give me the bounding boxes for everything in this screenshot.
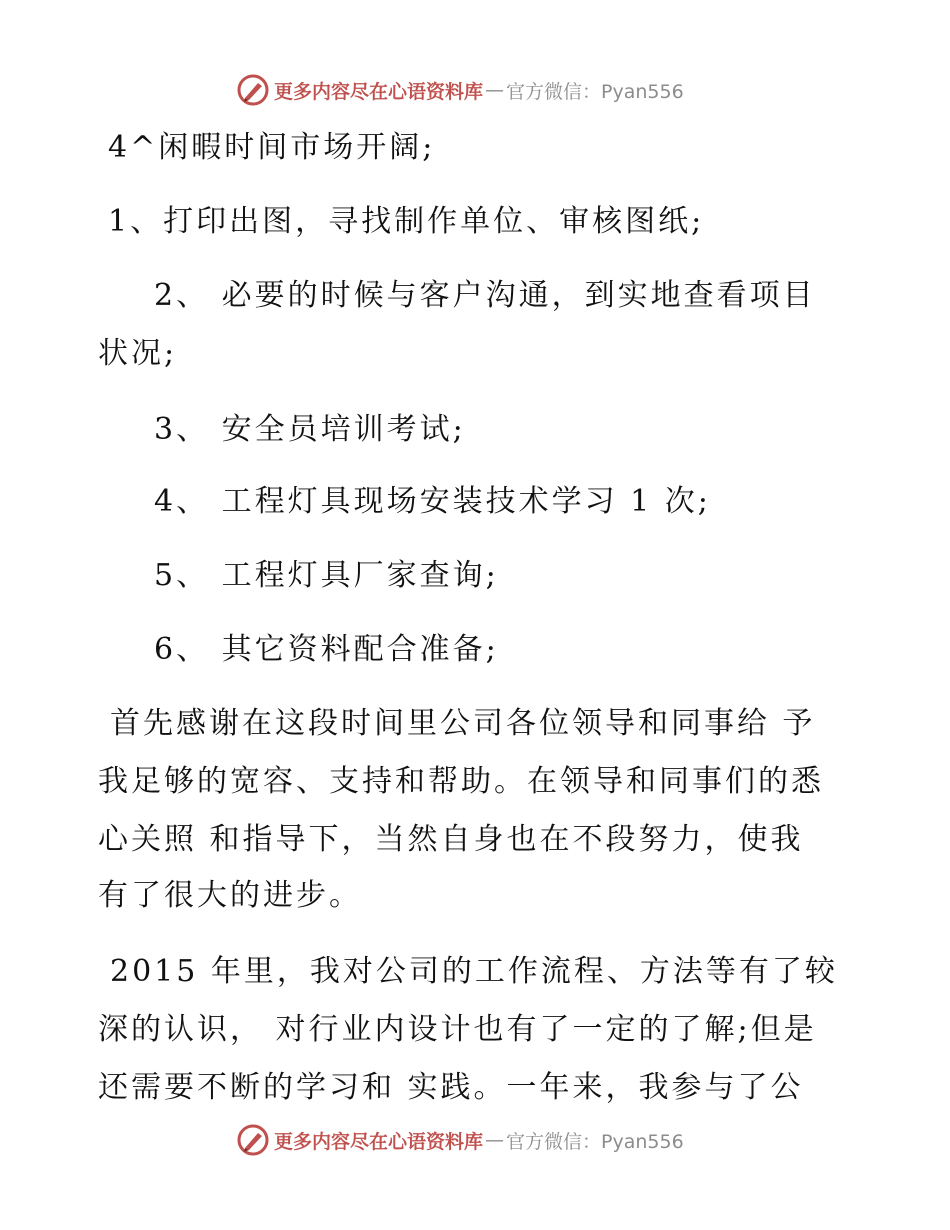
text-line: 我足够的宽容、支持和帮助。在领导和同事们的悉 xyxy=(98,764,824,799)
header-banner xyxy=(236,72,684,108)
text-line: 4^闲暇时间市场开阔; xyxy=(108,130,436,165)
text-line: 5、 工程灯具厂家查询; xyxy=(154,558,499,593)
text-line: 心关照 和指导下，当然自身也在不段努力，使我 xyxy=(98,822,804,857)
pen-logo-icon xyxy=(236,1123,270,1157)
text-line: 4、 工程灯具现场安装技术学习 1 次; xyxy=(154,484,711,519)
banner-separator: — xyxy=(485,79,505,101)
banner-main-text: 更多内容尽在心语资料库 xyxy=(274,80,484,103)
text-line: 首先感谢在这段时间里公司各位领导和同事给 予 xyxy=(110,706,816,741)
text-line: 3、 安全员培训考试; xyxy=(154,412,466,447)
banner-main-text: 更多内容尽在心语资料库 xyxy=(274,1130,484,1153)
pen-logo-icon xyxy=(236,73,270,107)
text-line: 深的认识， 对行业内设计也有了一定的了解;但是 xyxy=(98,1012,817,1047)
text-line: 2、 必要的时候与客户沟通，到实地查看项目 xyxy=(154,278,816,313)
text-line: 还需要不断的学习和 实践。一年来，我参与了公 xyxy=(98,1070,804,1105)
banner-separator: — xyxy=(485,1129,505,1151)
footer-banner xyxy=(236,1122,684,1158)
text-line: 有了很大的进步。 xyxy=(98,878,362,913)
banner-wechat-text: 官方微信：Pyan556 xyxy=(506,80,684,103)
text-line: 状况; xyxy=(98,336,178,371)
text-line: 2015 年里，我对公司的工作流程、方法等有了较 xyxy=(110,954,838,989)
banner-wechat-text: 官方微信：Pyan556 xyxy=(506,1130,684,1153)
text-line: 6、 其它资料配合准备; xyxy=(154,632,499,667)
text-line: 1、打印出图，寻找制作单位、审核图纸; xyxy=(108,204,705,239)
